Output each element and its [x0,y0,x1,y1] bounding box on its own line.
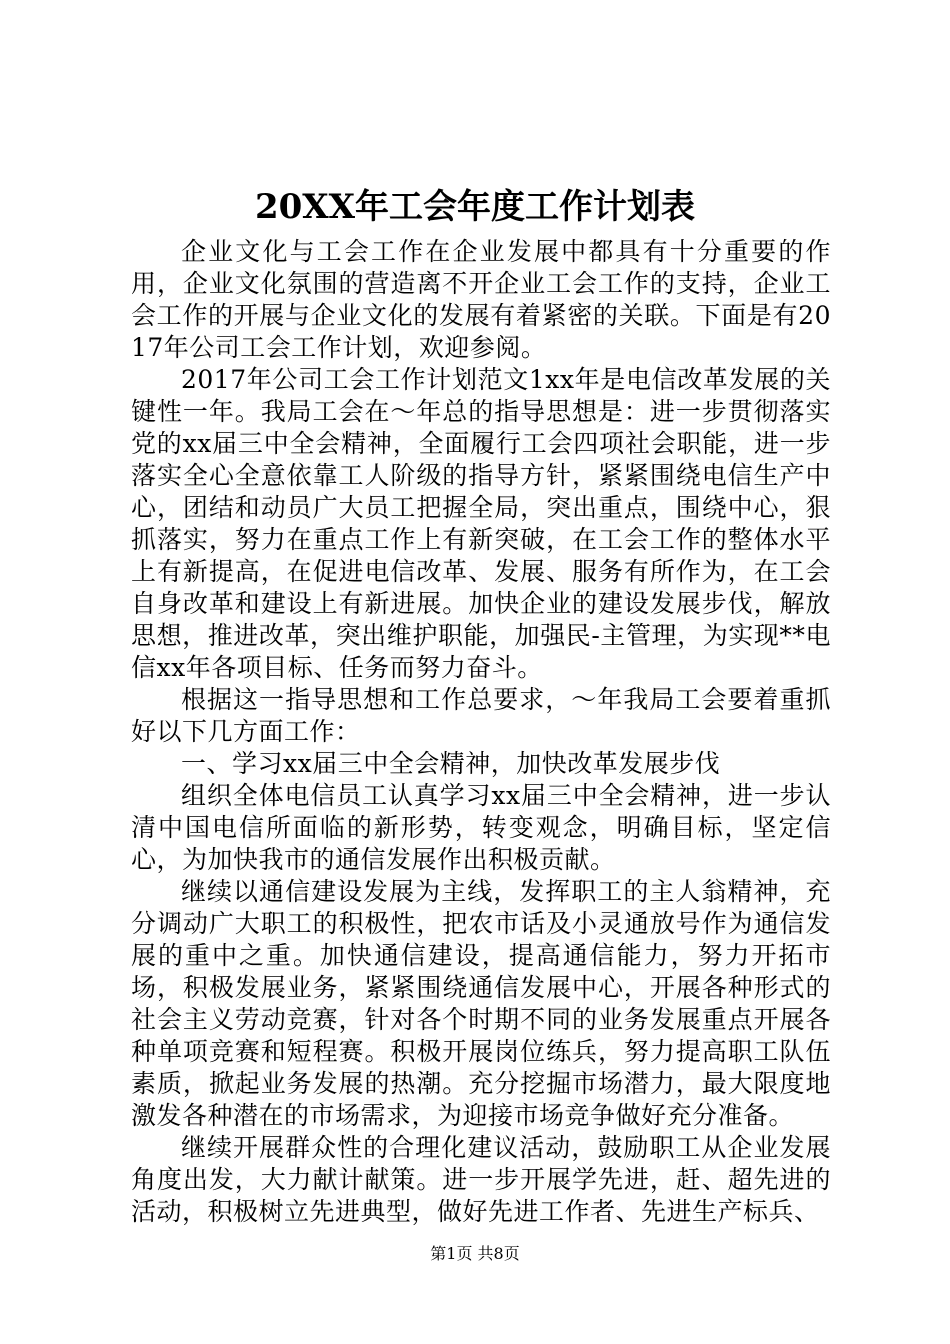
paragraph-guideline: 根据这一指导思想和工作总要求，～年我局工会要着重抓好以下几方面工作： [131,685,831,746]
paragraph-study: 组织全体电信员工认真学习xx届三中全会精神，进一步认清中国电信所面临的新形势，转变观念，明确目标，坚定信心，为加快我市的通信发展作出积极贡献。 [131,781,831,874]
paragraph-development: 继续以通信建设发展为主线，发挥职工的主人翁精神，充分调动广大职工的积极性，把农市话及小灵通放号作为通信发展的重中之重。加快通信建设，提高通信能力，努力开拓市场，积极发展业务，紧紧围绕通信发展中心，开展各种形式的社会主义劳动竞赛，针对各个时期不同的业务发展重点开展各种单项竞赛和短程赛。积极开展岗位练兵，努力提高职工队伍素质，掀起业务发展的热潮。充分挖掘市场潜力，最大限度地激发各种潜在的市场需求，为迎接市场竞争做好充分准备。 [131,877,831,1130]
document-title: 20XX年工会年度工作计划表 [254,187,696,227]
page-footer: 第1页 共8页 [430,1244,520,1263]
paragraph-intro: 企业文化与工会工作在企业发展中都具有十分重要的作用，企业文化氛围的营造离不开企业工会工作的支持，企业工会工作的开展与企业文化的发展有着紧密的关联。下面是有2017年公司工会工作计划，欢迎参阅。 [131,237,831,362]
document-body [131,236,831,1228]
section-heading-1: 一、学习xx届三中全会精神，加快改革发展步伐 [181,749,721,778]
paragraph-plan-overview: 2017年公司工会工作计划范文1xx年是电信改革发展的关键性一年。我局工会在～年总的指导思想是：进一步贯彻落实党的xx届三中全会精神，全面履行工会四项社会职能，进一步落实全心全意依靠工人阶级的指导方针，紧紧围绕电信生产中心，团结和动员广大员工把握全局，突出重点，围绕中心，狠抓落实，努力在重点工作上有新突破，在工会工作的整体水平上有新提高，在促进电信改革、发展、服务有所作为，在工会自身改革和建设上有新进展。加快企业的建设发展步伐，解放思想，推进改革，突出维护职能，加强民-主管理，为实现**电信xx年各项目标、任务而努力奋斗。 [131,365,831,682]
paragraph-suggestions: 继续开展群众性的合理化建议活动，鼓励职工从企业发展角度出发，大力献计献策。进一步开展学先进，赶、超先进的活动，积极树立先进典型，做好先进工作者、先进生产标兵、 [131,1133,831,1226]
